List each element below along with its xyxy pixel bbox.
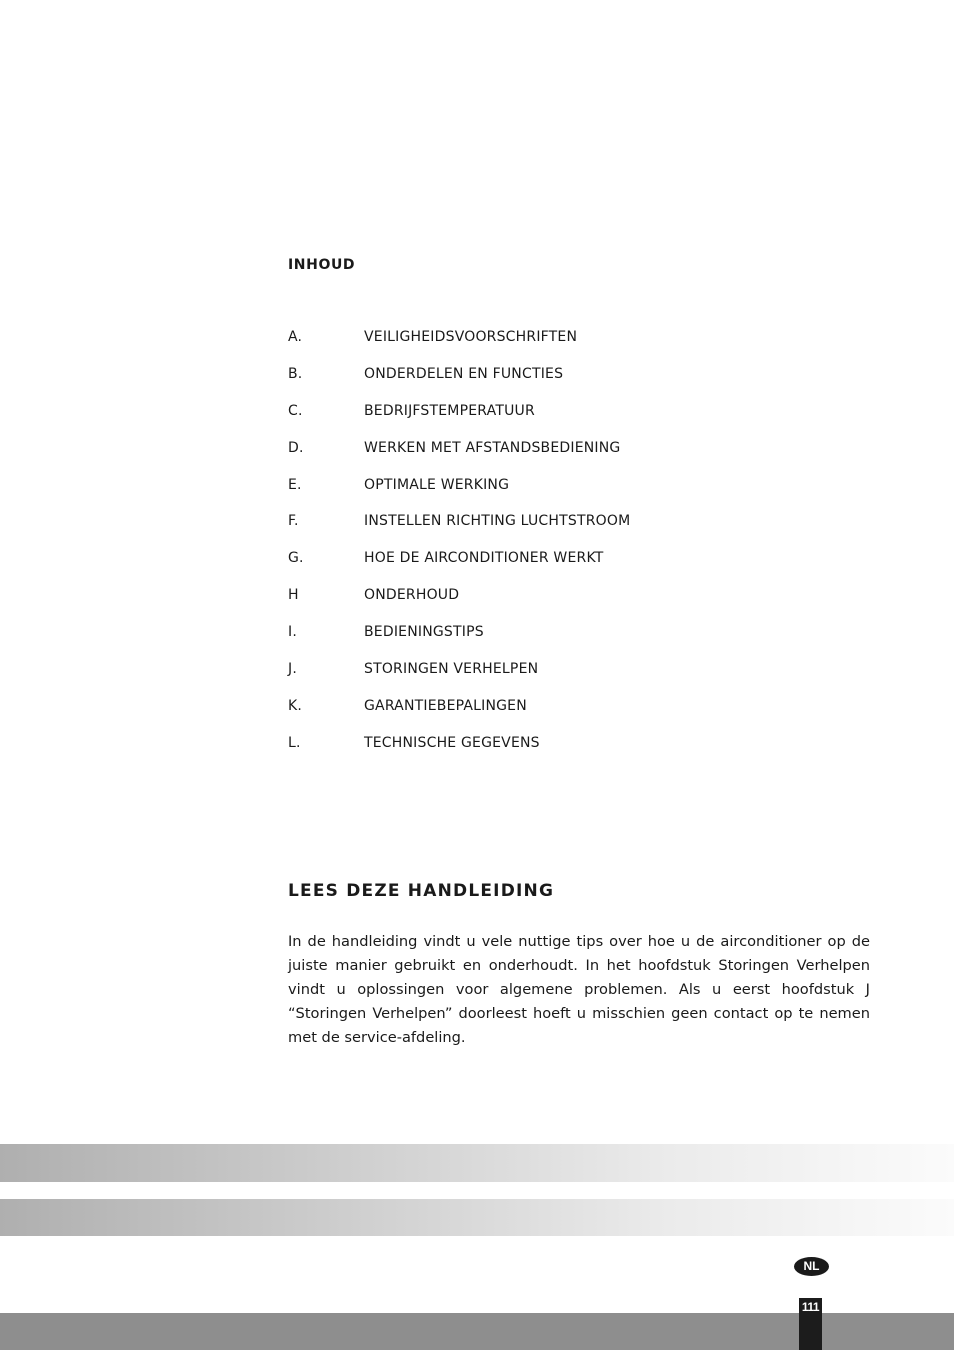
toc-item-title: HOE DE AIRCONDITIONER WERKT [364, 550, 604, 567]
toc-item [288, 661, 848, 698]
toc-item-letter: B. [288, 365, 303, 382]
toc-item-letter: J. [288, 661, 297, 678]
toc-item-letter: F. [288, 513, 299, 530]
language-badge: NL [794, 1257, 829, 1276]
toc-item [288, 366, 848, 403]
toc-item-letter: D. [288, 439, 304, 456]
toc-item [288, 698, 848, 735]
toc-heading: INHOUD [288, 257, 356, 273]
toc-item [288, 735, 848, 772]
toc-item [288, 550, 848, 587]
section-heading: LEES DEZE HANDLEIDING [288, 881, 555, 901]
toc-item-letter: G. [288, 550, 304, 567]
toc-item [288, 329, 848, 366]
toc-item-title: TECHNISCHE GEGEVENS [364, 734, 540, 751]
toc-item-title: BEDIENINGSTIPS [364, 624, 484, 641]
toc-item-letter: C. [288, 402, 303, 419]
table-of-contents [288, 329, 848, 772]
toc-item-title: BEDRIJFSTEMPERATUUR [364, 402, 535, 419]
toc-item-title: ONDERHOUD [364, 587, 460, 604]
toc-item-title: INSTELLEN RICHTING LUCHTSTROOM [364, 513, 631, 530]
toc-item [288, 624, 848, 661]
decorative-gradient-band [0, 1199, 954, 1236]
toc-item-letter: K. [288, 697, 303, 714]
section-body-paragraph: In de handleiding vindt u vele nuttige tips over hoe u de airconditioner op de juiste manier gebruikt en onderhoudt. In het hoofdstuk Storingen Verhelpen vindt u oplossingen voor algemene problemen. Als u eerst hoofdstuk J “Storingen Verhelpen” doorleest hoeft u misschien geen contact op te nemen met de service-afdeling. [288, 933, 870, 1046]
toc-item [288, 440, 848, 477]
toc-item [288, 513, 848, 550]
toc-item-letter: I. [288, 624, 297, 641]
toc-item-letter: H [288, 587, 299, 604]
toc-item-letter: E. [288, 476, 302, 493]
toc-item [288, 477, 848, 514]
toc-item-title: VEILIGHEIDSVOORSCHRIFTEN [364, 329, 578, 345]
toc-item-title: WERKEN MET AFSTANDSBEDIENING [364, 439, 621, 456]
decorative-gradient-band [0, 1144, 954, 1182]
page-number: 111 [801, 1300, 820, 1314]
toc-item-title: STORINGEN VERHELPEN [364, 661, 539, 678]
toc-item [288, 587, 848, 624]
toc-item-letter: A. [288, 329, 303, 345]
toc-item-title: ONDERDELEN EN FUNCTIES [364, 365, 564, 382]
toc-item-title: GARANTIEBEPALINGEN [364, 697, 527, 714]
toc-item-title: OPTIMALE WERKING [364, 476, 510, 493]
toc-item-letter: L. [288, 734, 301, 751]
toc-item [288, 403, 848, 440]
